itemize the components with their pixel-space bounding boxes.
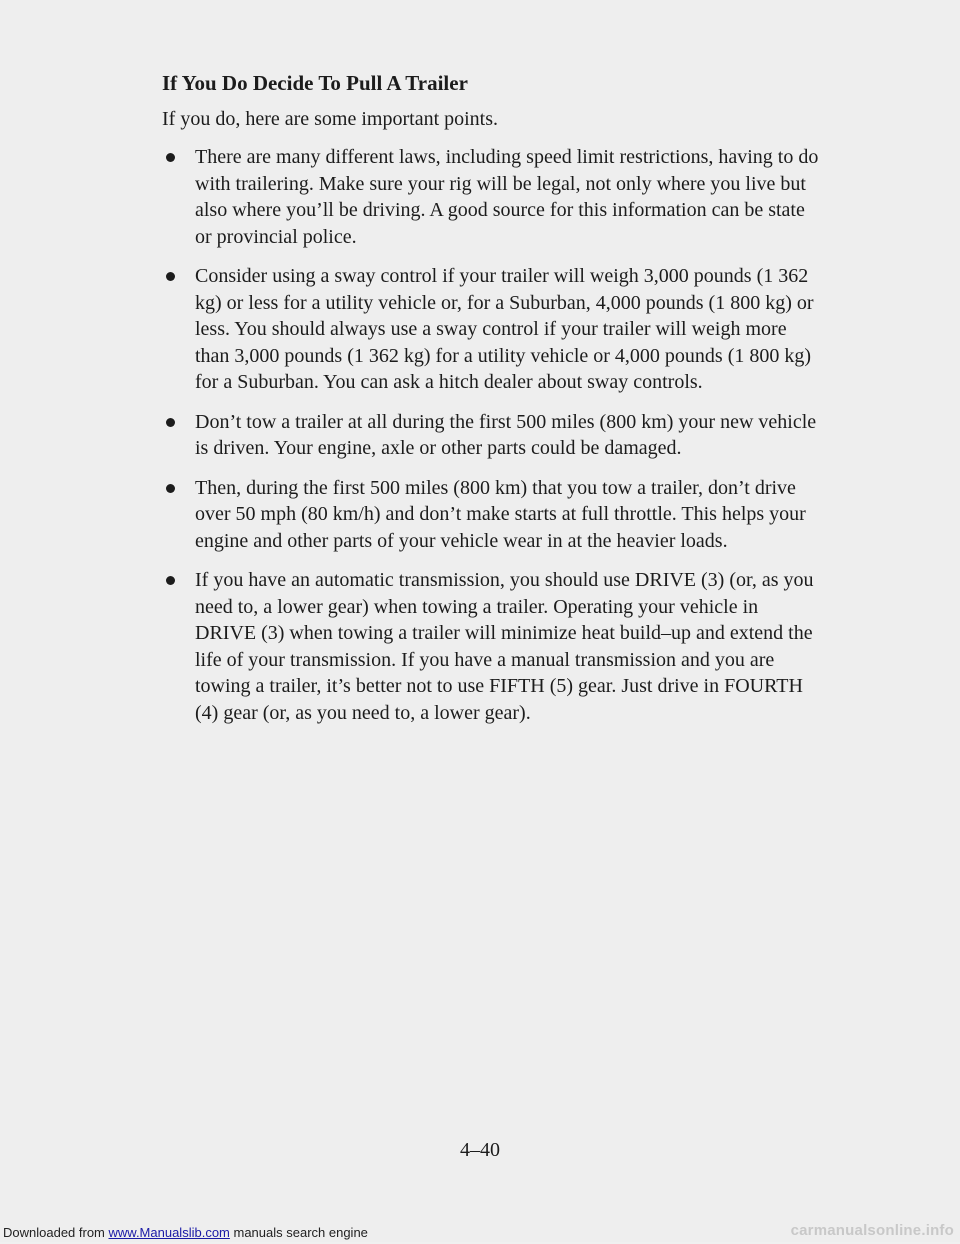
list-item	[162, 144, 822, 250]
list-item	[162, 567, 822, 726]
page-content	[162, 70, 822, 739]
list-item	[162, 263, 822, 396]
bullet-text: There are many different laws, including speed limit restrictions, having to do with trailering. Make sure your rig will be legal, not only where you live but also where you’ll be driving. A good source for this information can be state or provincial police.	[195, 146, 819, 248]
bullet-text: Consider using a sway control if your trailer will weigh 3,000 pounds (1 362 kg) or less for a utility vehicle or, for a Suburban, 4,000 pounds (1 800 kg) or less. You should always use a sway control if your trailer will weigh more than 3,000 pounds (1 362 kg) for a utility vehicle or 4,000 pounds (1 800 kg) for a Suburban. You can ask a hitch dealer about sway controls.	[195, 265, 814, 393]
bullet-icon	[166, 153, 175, 162]
bullet-icon	[166, 576, 175, 585]
bullet-text: If you have an automatic transmission, you should use DRIVE (3) (or, as you need to, a lower gear) when towing a trailer. Operating your vehicle in DRIVE (3) when towing a trailer will minimize heat build–up and extend the life of your transmission. If you have a manual transmission and you are towing a trailer, it’s better not to use FIFTH (5) gear. Just drive in FOURTH (4) gear (or, as you need to, a lower gear).	[195, 569, 814, 724]
list-item	[162, 475, 822, 555]
download-prefix: Downloaded from	[3, 1225, 109, 1240]
bullet-text: Then, during the first 500 miles (800 km) that you tow a trailer, don’t drive over 50 mph (80 km/h) and don’t make starts at full throttle. This helps your engine and other parts of your vehicle wear in at the heavier loads.	[195, 476, 806, 552]
watermark-text: carmanualsonline.info	[790, 1222, 954, 1239]
download-suffix: manuals search engine	[229, 1225, 368, 1240]
bullet-icon	[166, 272, 175, 281]
download-note	[3, 1222, 368, 1244]
download-footer	[0, 1220, 960, 1242]
list-item	[162, 409, 822, 462]
bullet-icon	[166, 418, 175, 427]
bullet-list	[162, 144, 822, 726]
section-heading: If You Do Decide To Pull A Trailer	[162, 71, 468, 95]
intro-paragraph: If you do, here are some important points.	[162, 108, 499, 130]
manualslib-link[interactable]: www.Manualslib.com	[108, 1225, 230, 1240]
page-number: 4–40	[460, 1139, 500, 1161]
bullet-icon	[166, 484, 175, 493]
bullet-text: Don’t tow a trailer at all during the first 500 miles (800 km) your new vehicle is driven. Your engine, axle or other parts could be damaged.	[195, 410, 817, 459]
